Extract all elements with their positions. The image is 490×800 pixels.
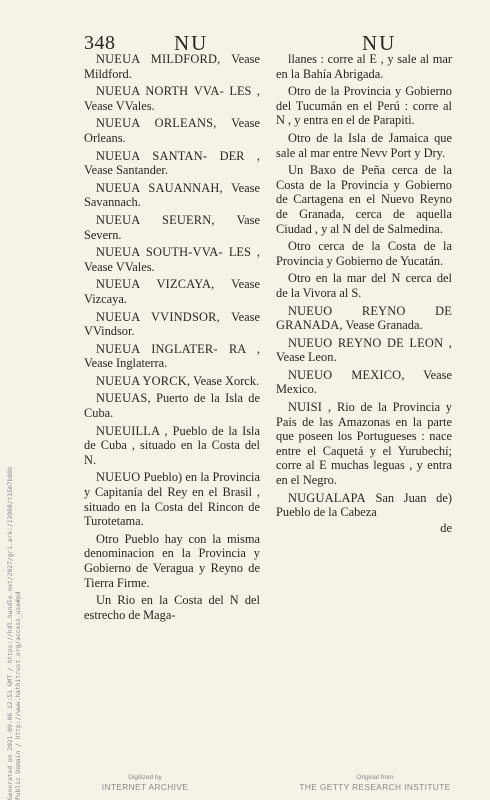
entry-headword: NUEUA VVINDSOR, — [96, 309, 220, 324]
dictionary-entry — [84, 424, 260, 468]
entry-text: Otro Pueblo hay con la misma denominacion en la Provincia y Gobierno de Veragua y Reyno de Tierra Firme. — [84, 531, 260, 590]
entry-headword: NUEUA SAUANNAH, — [96, 180, 223, 195]
dictionary-entry — [84, 374, 260, 389]
digitized-by-label: Digitized by — [128, 774, 162, 781]
entry-text: Puerto de la Isla de Cuba. — [84, 391, 260, 421]
entry-headword: NUEUO MEXICO, — [288, 367, 405, 382]
entry-text: LES , Vease VVales. — [84, 245, 260, 274]
internet-archive-label: INTERNET ARCHIVE — [101, 782, 189, 792]
entry-headword: NUEUA SOUTH-VVA- — [96, 245, 223, 260]
entry-text: Vease Xorck. — [193, 373, 260, 388]
entry-text: Vease Mexico. — [276, 367, 452, 397]
dictionary-entry — [84, 181, 260, 210]
side-note-line-generated: Generated on 2021-09-06 12:51 GMT / https://hdl.handle.net/2027/gri.ark:/13960/t15m7b80b — [7, 466, 14, 800]
dictionary-entry — [84, 470, 260, 528]
dictionary-entry — [84, 213, 260, 242]
dictionary-entry — [276, 491, 452, 520]
entry-text: Un Baxo de Peña cerca de la Costa de la Provincia y Gobierno de Cartagena en el Nuevo Reyno de Granada, cerca de aquella Ciudad , y al N del de Salmedina. — [276, 163, 452, 236]
dictionary-entry — [84, 391, 260, 420]
entry-text: Otro de la Isla de Jamaica que sale al mar entre Nevv Port y Dry. — [276, 130, 452, 160]
catchword: de — [440, 520, 452, 535]
entry-headword: NUEUO REYNO DE GRANADA, — [276, 303, 452, 333]
dictionary-entry — [276, 304, 452, 333]
entry-text: Otro de la Provincia y Gobierno del Tucumán en el Perú : corre al N , y entra en el de Parapiti. — [276, 84, 452, 128]
entry-headword: NUISI , — [288, 400, 332, 415]
entry-text: San Juan de) Pueblo de la Cabeza — [276, 490, 452, 520]
entry-headword: NUEUA SANTAN- — [96, 148, 208, 163]
page-number: 348 — [84, 32, 116, 54]
dictionary-entry — [84, 245, 260, 274]
entry-text: Vase Severn. — [84, 212, 260, 242]
entry-headword: NUEUAS, — [96, 391, 151, 406]
entry-text: llanes : corre al E , y sale al mar en la Bahía Abrigada. — [276, 52, 452, 81]
entry-headword: NUEUO — [96, 470, 141, 485]
dictionary-entry — [276, 336, 452, 365]
getty-institute-label: THE GETTY RESEARCH INSTITUTE — [299, 782, 451, 792]
dictionary-entry — [276, 84, 452, 128]
dictionary-entry — [84, 52, 260, 81]
entry-headword: NUEUO REYNO DE LEON , — [288, 335, 452, 350]
dictionary-entry — [276, 131, 452, 160]
entry-headword: NUEUA MILDFORD, — [96, 52, 221, 66]
dictionary-entry — [84, 593, 260, 622]
entry-text: Rio de la Provincia y Pais de las Amazonas en la parte que poseen los Portugueses : nace entre el Caquetá y el Yurubechí; corre al E muchas leguas , y entra en el Negro. — [276, 400, 452, 488]
entry-headword: NUEUA VIZCAYA, — [96, 277, 215, 292]
right-running-head: NU — [362, 31, 397, 55]
left-text-column — [84, 52, 260, 625]
dictionary-entry — [276, 400, 452, 488]
entry-text: Vease Vizcaya. — [84, 277, 260, 306]
dictionary-entry — [276, 52, 452, 81]
entry-text: LES , Vease VVales. — [84, 84, 260, 113]
entry-text: Vease Savannach. — [84, 180, 260, 210]
entry-headword: NUEUILLA , — [96, 423, 168, 438]
side-note-line-license: Public Domain / http://www.hathitrust.org/access_use#pd — [15, 591, 22, 800]
dictionary-entry — [84, 310, 260, 339]
digitized-by-credit — [75, 774, 215, 793]
original-from-label: Original from — [356, 774, 394, 781]
entry-headword: NUEUA NORTH VVA- — [96, 84, 224, 99]
dictionary-entry — [84, 532, 260, 590]
original-from-credit — [290, 774, 460, 793]
entry-text: Pueblo) en la Provincia y Capitanía del Rey en el Brasil , situado en la Costa del Rincon de Turotetama. — [84, 470, 260, 529]
page-footer — [0, 774, 490, 800]
dictionary-entry — [276, 239, 452, 268]
left-running-head: NU — [174, 31, 209, 55]
entry-text: Otro en la mar del N cerca del de la Vivora al S. — [276, 271, 452, 300]
hathitrust-side-note — [3, 466, 27, 800]
entry-text: DER , Vease Santander. — [84, 148, 260, 178]
right-text-column — [276, 52, 452, 535]
entry-headword: NUEUA SEUERN, — [96, 212, 215, 227]
entry-text: Vease Mildford. — [84, 52, 260, 81]
entry-text: Vease VVindsor. — [84, 309, 261, 339]
dictionary-entry — [84, 84, 260, 113]
dictionary-entry — [84, 342, 260, 371]
entry-text: RA , Vease Inglaterra. — [84, 341, 260, 371]
entry-text: Pueblo de la Isla de Cuba , situado en la Costa del N. — [84, 423, 260, 467]
entry-headword: NUEUA YORCK, — [96, 373, 191, 388]
dictionary-entry — [276, 163, 452, 236]
entry-text: Un Rio en la Costa del N del estrecho de Maga- — [84, 593, 260, 622]
entry-text: Otro cerca de la Costa de la Provincia y Gobierno de Yucatán. — [276, 239, 452, 268]
dictionary-entry — [276, 271, 452, 300]
dictionary-entry — [84, 277, 260, 306]
dictionary-entry — [84, 149, 260, 178]
entry-text: Vease Granada. — [345, 318, 423, 333]
entry-headword: NUEUA ORLEANS, — [96, 116, 217, 131]
dictionary-entry — [84, 116, 260, 145]
entry-headword: NUEUA INGLATER- — [96, 341, 218, 356]
entry-text: Vease Leon. — [276, 350, 337, 365]
entry-headword: NUGUALAPA — [288, 490, 366, 505]
dictionary-entry — [276, 368, 452, 397]
entry-text: Vease Orleans. — [84, 116, 260, 145]
